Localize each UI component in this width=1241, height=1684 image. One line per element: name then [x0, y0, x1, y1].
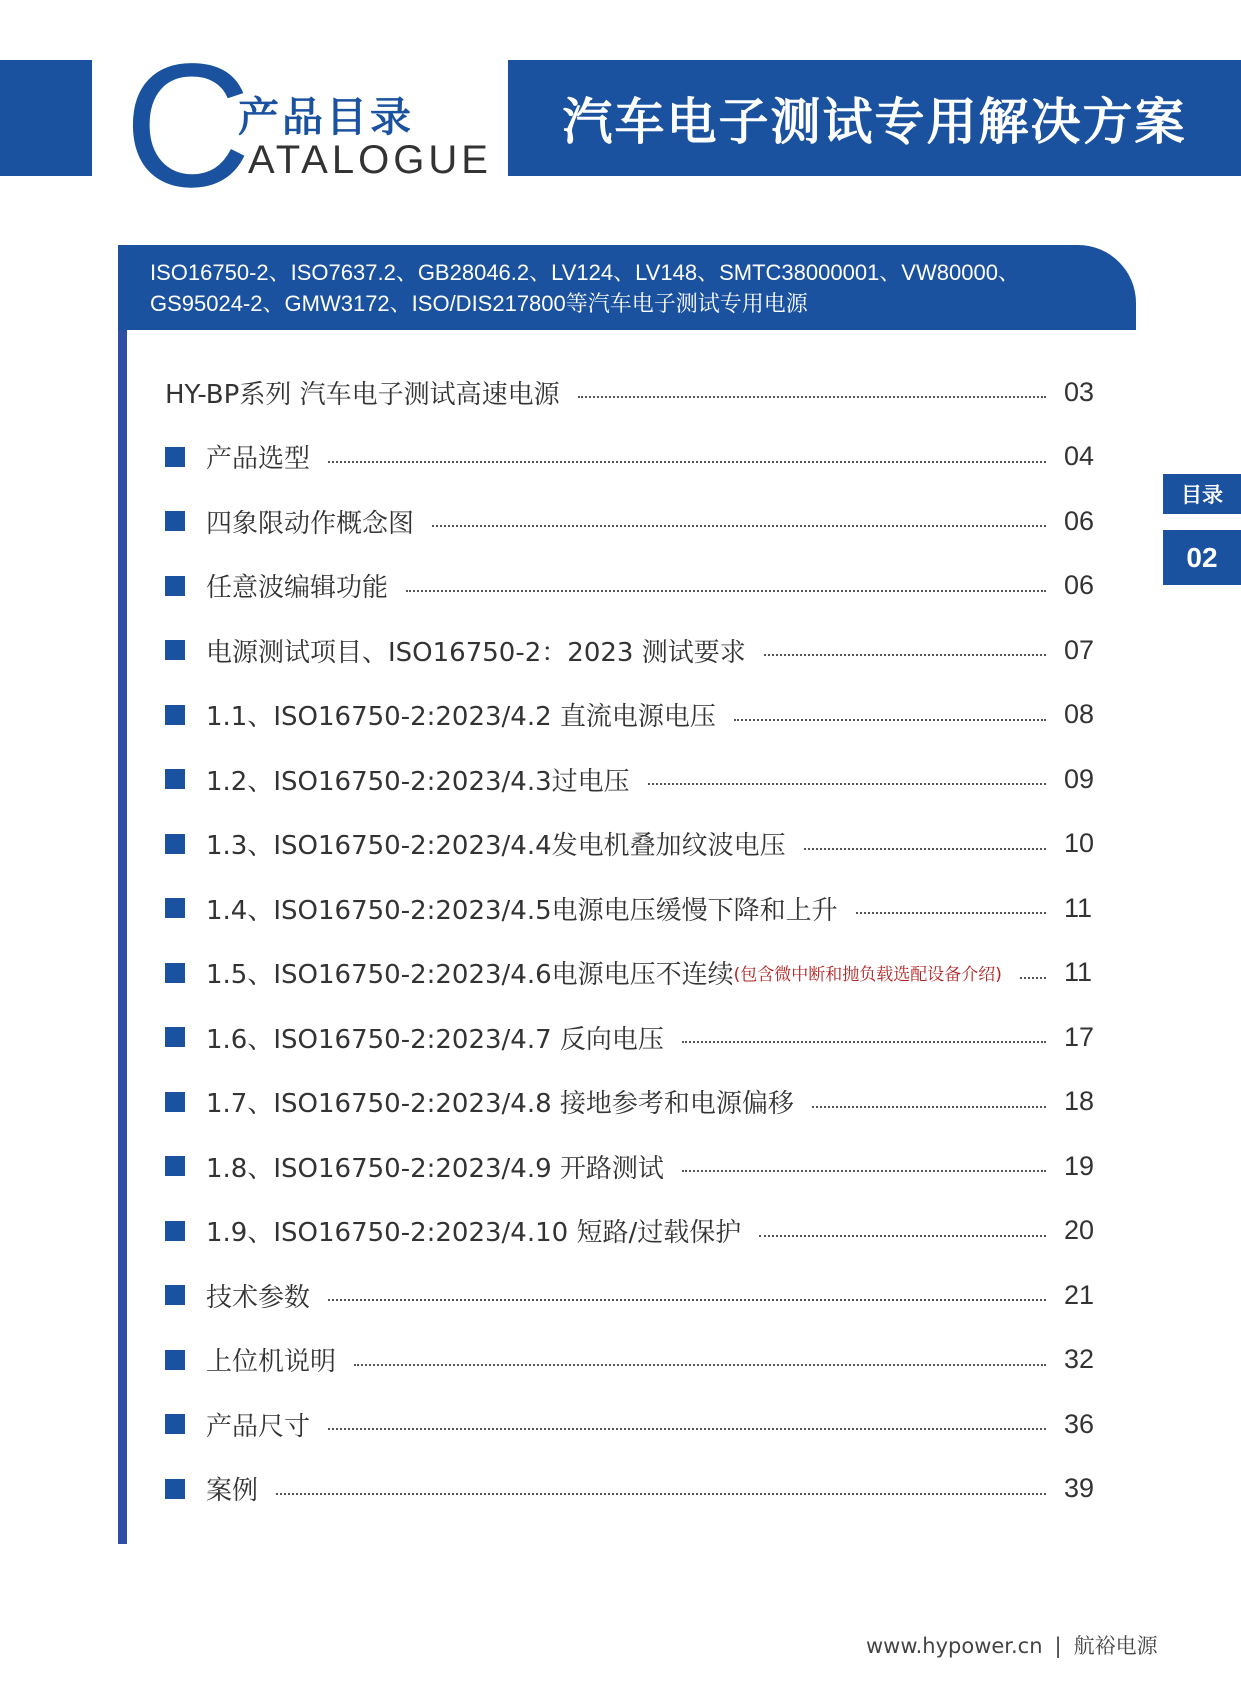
- toc-entry[interactable]: [165, 1457, 1100, 1522]
- toc-entry[interactable]: [165, 1134, 1100, 1199]
- toc-entry-title: 产品尺寸: [206, 1411, 311, 1442]
- toc-entry-page: 09: [1064, 763, 1095, 794]
- toc-entry-page: 10: [1064, 828, 1095, 859]
- square-bullet-icon: [165, 1156, 185, 1176]
- dot-leader: [328, 1428, 1046, 1430]
- dot-leader: [432, 525, 1046, 527]
- toc-entry[interactable]: [165, 1392, 1100, 1457]
- toc-entry-page: 20: [1064, 1215, 1095, 1246]
- toc-vertical-rule: [118, 330, 127, 1544]
- toc-entry-page: 36: [1064, 1408, 1095, 1439]
- dot-leader: [406, 590, 1046, 592]
- toc-entry-page: 11: [1064, 892, 1093, 923]
- dot-leader: [1020, 977, 1046, 979]
- toc-entry-title: 技术参数: [206, 1282, 311, 1313]
- square-bullet-icon: [165, 447, 185, 467]
- footer-url: www.hypower.cn: [866, 1634, 1043, 1658]
- toc-entry[interactable]: [165, 1199, 1100, 1264]
- catalogue-title-en: ATALOGUE: [248, 138, 492, 182]
- toc-entry-title: 1.9、ISO16750-2:2023/4.10 短路/过载保护: [206, 1218, 742, 1249]
- toc-entry-page: 07: [1064, 634, 1095, 665]
- toc-entry-title: 1.3、ISO16750-2:2023/4.4发电机叠加纹波电压: [206, 831, 786, 862]
- banner-title: 汽车电子测试专用解决方案: [562, 93, 1187, 151]
- dot-leader: [734, 719, 1046, 721]
- standards-line-2: GS95024-2、GMW3172、ISO/DIS217800等汽车电子测试专用电源: [150, 291, 808, 316]
- toc-entry[interactable]: [165, 489, 1100, 554]
- toc-entry-title: 1.1、ISO16750-2:2023/4.2 直流电源电压: [206, 702, 716, 733]
- toc-entry-title: 案例: [206, 1476, 259, 1507]
- square-bullet-icon: [165, 898, 185, 918]
- square-bullet-icon: [165, 511, 185, 531]
- side-tab-page-number: 02: [1163, 530, 1241, 585]
- toc-entry[interactable]: [165, 1005, 1100, 1070]
- dot-leader: [812, 1106, 1046, 1108]
- dot-leader: [804, 848, 1046, 850]
- toc-entry-title: 四象限动作概念图: [206, 508, 415, 539]
- toc-entry-page: 18: [1064, 1086, 1095, 1117]
- square-bullet-icon: [165, 1350, 185, 1370]
- square-bullet-icon: [165, 1092, 185, 1112]
- toc-entry-title: 1.7、ISO16750-2:2023/4.8 接地参考和电源偏移: [206, 1089, 794, 1120]
- square-bullet-icon: [165, 834, 185, 854]
- toc-entry-title: 上位机说明: [206, 1347, 337, 1378]
- footer-separator: |: [1054, 1634, 1062, 1658]
- catalogue-letter-c: C: [124, 28, 252, 224]
- square-bullet-icon: [165, 1414, 185, 1434]
- standards-box: [118, 245, 1136, 330]
- square-bullet-icon: [165, 1479, 185, 1499]
- dot-leader: [648, 783, 1046, 785]
- toc-entry-note: (包含微中断和抛负载选配设备介绍): [733, 965, 1002, 986]
- toc-entry[interactable]: [165, 876, 1100, 941]
- toc-entry[interactable]: [165, 1070, 1100, 1135]
- dot-leader: [276, 1493, 1046, 1495]
- side-tab-label: 目录: [1163, 474, 1241, 514]
- toc-entry-page: 11: [1064, 957, 1093, 988]
- toc-entry-page: 06: [1064, 505, 1095, 536]
- toc-entry-page: 17: [1064, 1021, 1095, 1052]
- toc-entry-title: 任意波编辑功能: [206, 573, 389, 604]
- toc-entry[interactable]: [165, 1263, 1100, 1328]
- dot-leader: [856, 912, 1046, 914]
- dot-leader: [682, 1170, 1046, 1172]
- footer-company: 航裕电源: [1073, 1634, 1158, 1658]
- toc-entry-page: 04: [1064, 441, 1095, 472]
- dot-leader: [578, 396, 1046, 398]
- toc-entry-page: 39: [1064, 1473, 1095, 1504]
- toc-entry[interactable]: [165, 1328, 1100, 1393]
- toc-entry-title: 1.4、ISO16750-2:2023/4.5电源电压缓慢下降和上升: [206, 895, 838, 926]
- square-bullet-icon: [165, 1221, 185, 1241]
- toc-entry[interactable]: [165, 941, 1100, 1006]
- toc-entry-page: 03: [1064, 376, 1095, 407]
- toc-entry[interactable]: [165, 360, 1100, 425]
- dot-leader: [759, 1235, 1046, 1237]
- toc-entry[interactable]: [165, 425, 1100, 490]
- square-bullet-icon: [165, 1027, 185, 1047]
- toc-entry[interactable]: [165, 618, 1100, 683]
- standards-line-1: ISO16750-2、ISO7637.2、GB28046.2、LV124、LV148、SMTC38000001、VW80000、: [150, 260, 1020, 285]
- dot-leader: [682, 1041, 1046, 1043]
- toc-entry-title: 产品选型: [206, 444, 311, 475]
- toc-entry-page: 19: [1064, 1150, 1095, 1181]
- dot-leader: [328, 461, 1046, 463]
- toc-entry[interactable]: [165, 683, 1100, 748]
- square-bullet-icon: [165, 705, 185, 725]
- toc-entry-title: 电源测试项目、ISO16750-2：2023 测试要求: [206, 637, 746, 668]
- left-accent-block: [0, 60, 92, 176]
- toc-entry-title: HY-BP系列 汽车电子测试高速电源: [165, 379, 560, 410]
- toc-entry-title: 1.8、ISO16750-2:2023/4.9 开路测试: [206, 1153, 664, 1184]
- square-bullet-icon: [165, 1285, 185, 1305]
- catalogue-title-cn: 产品目录: [238, 93, 414, 141]
- toc-entry-title: 1.2、ISO16750-2:2023/4.3过电压: [206, 766, 630, 797]
- toc-entry-title: 1.6、ISO16750-2:2023/4.7 反向电压: [206, 1024, 664, 1055]
- toc-entry[interactable]: [165, 554, 1100, 619]
- toc-entry[interactable]: [165, 812, 1100, 877]
- square-bullet-icon: [165, 963, 185, 983]
- table-of-contents: [165, 360, 1100, 1521]
- toc-entry-title: 1.5、ISO16750-2:2023/4.6电源电压不连续: [206, 960, 734, 991]
- toc-entry[interactable]: [165, 747, 1100, 812]
- dot-leader: [764, 654, 1046, 656]
- dot-leader: [328, 1299, 1046, 1301]
- header-banner: [508, 60, 1241, 176]
- toc-entry-page: 21: [1064, 1279, 1095, 1310]
- toc-entry-page: 06: [1064, 570, 1095, 601]
- dot-leader: [354, 1364, 1046, 1366]
- square-bullet-icon: [165, 640, 185, 660]
- toc-entry-page: 32: [1064, 1344, 1095, 1375]
- square-bullet-icon: [165, 769, 185, 789]
- square-bullet-icon: [165, 576, 185, 596]
- toc-entry-page: 08: [1064, 699, 1095, 730]
- footer: [866, 1630, 1158, 1660]
